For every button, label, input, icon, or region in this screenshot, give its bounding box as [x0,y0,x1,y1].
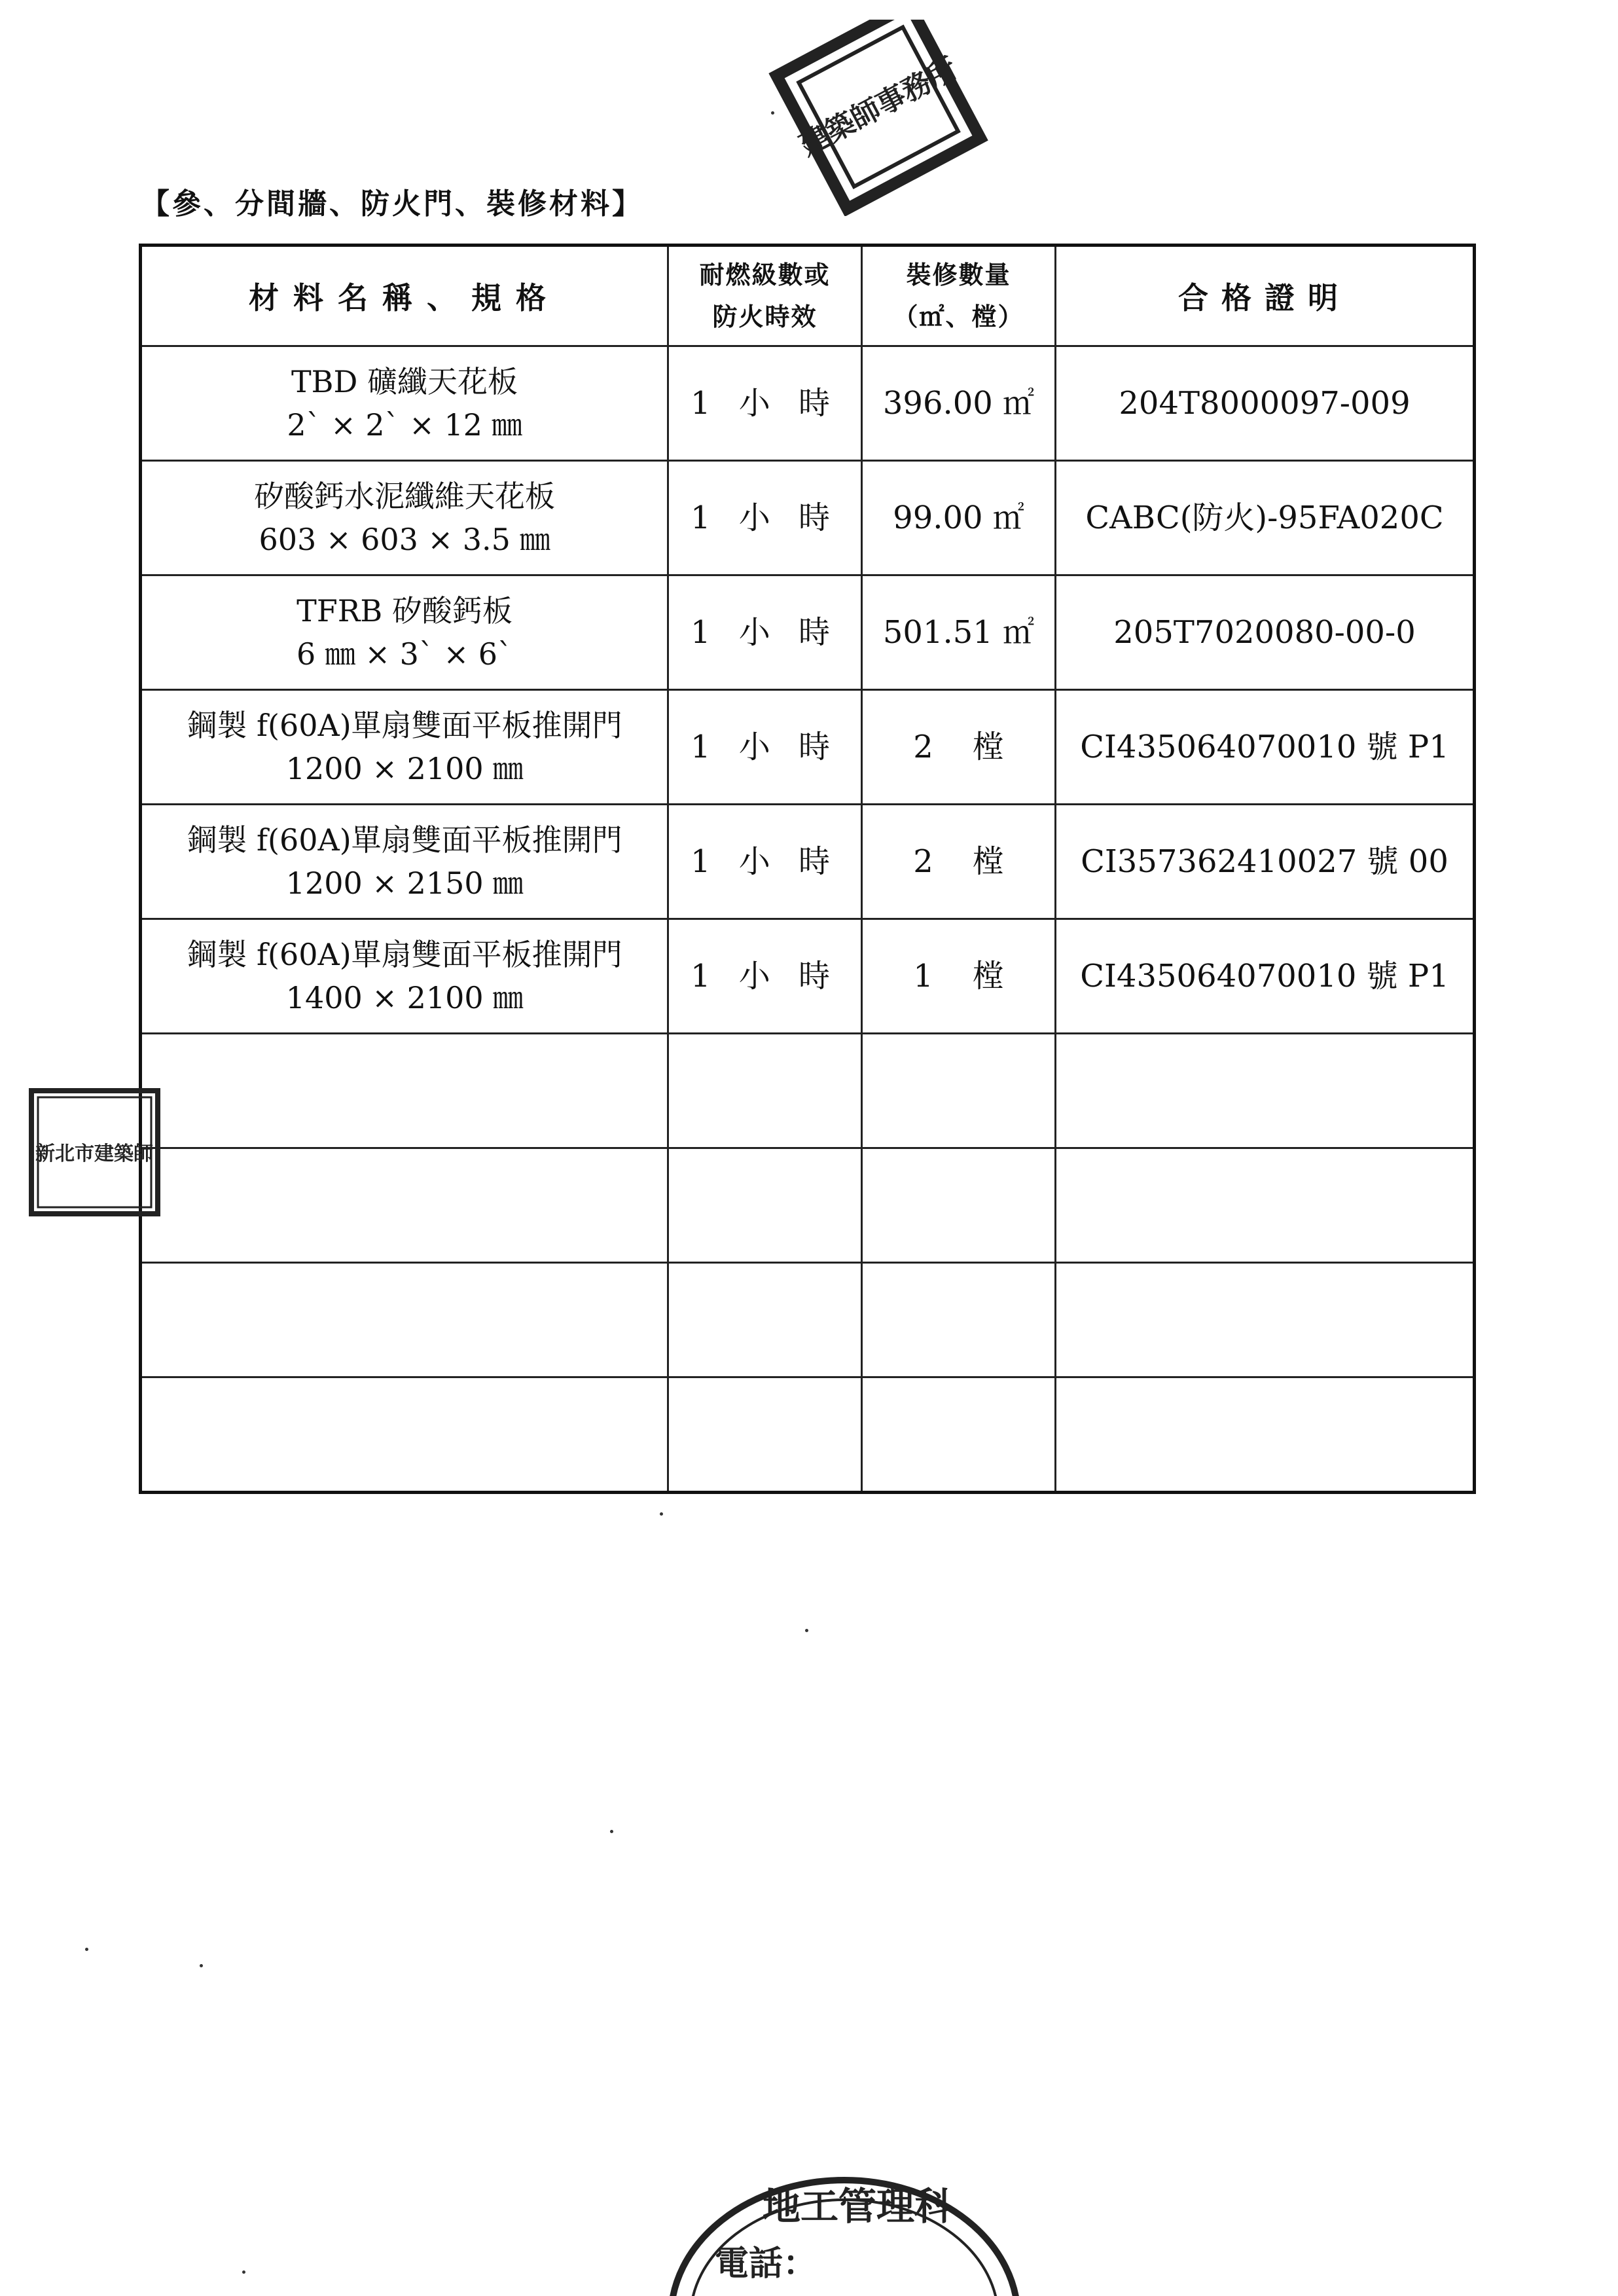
material-spec: 1200 × 2100 ㎜ [285,751,524,786]
quantity-unit: 樘 [972,729,1004,765]
empty-row [141,1263,1475,1377]
header-rating-line1: 耐燃級數或 [699,260,831,289]
material-name-cell [141,919,668,1034]
certificate-cell: CI435064070010 號 P1 [1056,919,1475,1034]
table-row [141,805,1475,919]
empty-row [141,1148,1475,1263]
table-row [141,461,1475,575]
quantity-unit: 樘 [972,843,1004,880]
top-seal-stamp [746,20,988,216]
top-seal-text: 建築師事務所 [794,52,963,163]
quantity-cell: 501.51 ㎡ [862,575,1056,690]
header-quantity-line2: （㎡、樘） [893,302,1024,331]
quantity-number: 1 [913,958,933,994]
material-name-cell [141,346,668,461]
table-row [141,690,1475,805]
header-quantity [862,246,1056,346]
material-name: TFRB 矽酸鈣板 [297,593,512,629]
rating-cell: 1 小 時 [668,919,862,1034]
material-name-cell [141,575,668,690]
scan-speck [200,1964,203,1967]
scan-speck [610,1830,613,1833]
rating-cell: 1 小 時 [668,346,862,461]
certificate-cell: CI357362410027 號 00 [1056,805,1475,919]
certificate-cell: 205T7020080-00-0 [1056,575,1475,690]
certificate-cell: CI435064070010 號 P1 [1056,690,1475,805]
scan-speck [660,1512,663,1516]
quantity-number: 2 [913,843,933,880]
certificate-cell: CABC(防火)-95FA020C [1056,461,1475,575]
scan-speck [242,2270,245,2274]
rating-cell: 1 小 時 [668,575,862,690]
quantity-cell: 396.00 ㎡ [862,346,1056,461]
material-spec: 6 ㎜ × 3` × 6` [297,636,512,672]
header-row [141,246,1475,346]
scan-speck [85,1948,88,1951]
bottom-seal-line2: 電話： [714,2244,818,2284]
rating-cell: 1 小 時 [668,690,862,805]
material-name-cell [141,461,668,575]
quantity-cell [862,919,1056,1034]
scan-speck [771,111,774,115]
header-quantity-line1: 裝修數量 [906,260,1011,289]
material-name: 鋼製 f(60A)單扇雙面平板推開門 [187,937,622,972]
quantity-cell [862,690,1056,805]
material-spec: 1400 × 2100 ㎜ [285,980,524,1015]
bottom-seal-line1: 地工管理科 [762,2184,953,2229]
material-name: 鋼製 f(60A)單扇雙面平板推開門 [187,708,622,743]
left-seal-text: 新北市建築師 [35,1142,153,1165]
material-name: TBD 礦纖天花板 [291,364,518,399]
left-seal-stamp [27,1087,162,1218]
quantity-cell: 99.00 ㎡ [862,461,1056,575]
material-name-cell [141,805,668,919]
header-certificate: 合格證明 [1056,246,1475,346]
bottom-seal-stamp [661,2167,1028,2296]
material-spec: 1200 × 2150 ㎜ [285,866,524,901]
quantity-unit: 樘 [972,958,1004,994]
header-name: 材料名稱、規格 [141,246,668,346]
material-name: 鋼製 f(60A)單扇雙面平板推開門 [187,822,622,858]
table-row [141,575,1475,690]
quantity-number: 2 [913,729,933,765]
material-spec: 603 × 603 × 3.5 ㎜ [259,522,550,557]
header-rating-line2: 防火時效 [712,302,818,331]
material-name: 矽酸鈣水泥纖維天花板 [254,479,555,514]
rating-cell: 1 小 時 [668,805,862,919]
quantity-cell [862,805,1056,919]
empty-row [141,1034,1475,1148]
rating-cell: 1 小 時 [668,461,862,575]
header-rating [668,246,862,346]
material-name-cell [141,690,668,805]
materials-table [139,244,1476,1494]
table-row [141,919,1475,1034]
empty-row [141,1377,1475,1493]
material-spec: 2` × 2` × 12 ㎜ [287,407,522,443]
section-title: 【參、分間牆、防火門、裝修材料】 [141,187,643,221]
table-row [141,346,1475,461]
scan-speck [805,1629,808,1632]
certificate-cell: 204T8000097-009 [1056,346,1475,461]
